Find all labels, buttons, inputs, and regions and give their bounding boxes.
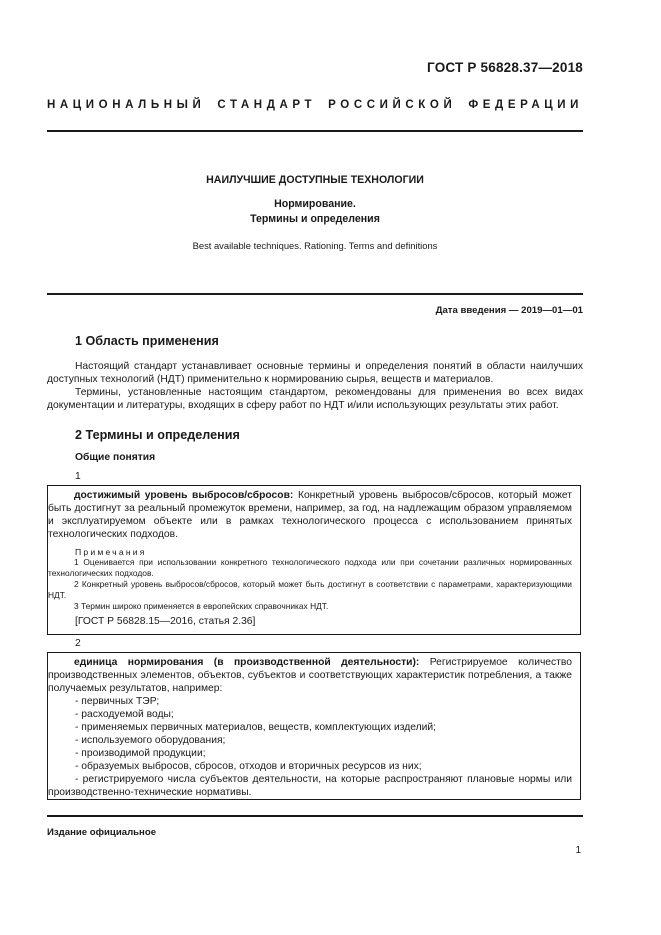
term-1-reference: [ГОСТ Р 56828.15—2016, статья 2.36] bbox=[75, 616, 256, 627]
list-item: - производимой продукции; bbox=[75, 748, 206, 759]
list-item: - применяемых первичных материалов, веществ, комплектующих изделий; bbox=[75, 722, 437, 733]
introduction-date: Дата введения — 2019—01—01 bbox=[435, 305, 583, 316]
list-item: - образуемых выбросов, сбросов, отходов и вторичных ресурсов из них; bbox=[75, 761, 422, 772]
official-edition-label: Издание официальное bbox=[47, 827, 157, 838]
document-subtitle-1: Нормирование. bbox=[274, 198, 356, 210]
section-1-paragraph-2: Термины, установленные настоящим стандартом, рекомендованы для применения во всех видах документации и литературы, входящих в сферу работ по НДТ и/или использующих результаты этих работ. bbox=[47, 387, 583, 411]
term-2-box bbox=[47, 652, 581, 800]
note-2: 2 Конкретный уровень выбросов/сбросов, который может быть достигнут в соответствии с параметрами, характеризующими НДТ. bbox=[48, 579, 572, 600]
page-number: 1 bbox=[575, 845, 581, 856]
term-2-number: 2 bbox=[75, 638, 81, 649]
section-1-heading: 1 Область применения bbox=[75, 334, 219, 348]
document-title: НАИЛУЧШИЕ ДОСТУПНЫЕ ТЕХНОЛОГИИ bbox=[206, 174, 424, 186]
list-item: - первичных ТЭР; bbox=[75, 696, 160, 707]
english-title: Best available techniques. Rationing. Terms and definitions bbox=[192, 240, 438, 251]
footer-rule bbox=[47, 815, 583, 817]
general-concepts-heading: Общие понятия bbox=[75, 452, 156, 463]
term-1-title: достижимый уровень выбросов/сбросов: bbox=[74, 490, 294, 501]
term-2-title: единица нормирования (в производственной деятельности): bbox=[74, 657, 420, 668]
list-item: - используемого оборудования; bbox=[75, 735, 226, 746]
list-item-last: - регистрируемого числа субъектов деятельности, на которые распространяют плановые нормы или производственно-технические нормативы. bbox=[48, 774, 572, 798]
note-1: 1 Оценивается при использовании конкретного технологического подхода или при сочетании различных нормированных технологических подходов. bbox=[48, 557, 572, 578]
note-3: 3 Термин широко применяется в европейских справочниках НДТ. bbox=[74, 601, 329, 611]
term-1-text: Конкретный уровень выбросов/сбросов, который может быть достигнут за реальный промежуток времени, например, за год, на надлежащим образом управляемом и эксплуатируемом объекте или в рамках технологического процесса с использованием принятых технологических подходов. bbox=[48, 490, 572, 540]
section-1-paragraph-1: Настоящий стандарт устанавливает основные термины и определения понятий в области наилучших доступных технологий (НДТ) применительно к нормированию сырья, веществ и материалов. bbox=[47, 361, 583, 385]
list-item: - расходуемой воды; bbox=[75, 709, 174, 720]
term-1-definition bbox=[48, 489, 572, 541]
notes-heading: Примечания bbox=[75, 547, 147, 557]
term-2-text: Регистрируемое количество производственных элементов, объектов, субъектов и соответствующих характеристик потребления, а также получаемых результатов, например: bbox=[48, 657, 572, 694]
term-2-definition bbox=[48, 656, 572, 695]
standard-number: ГОСТ Р 56828.37—2018 bbox=[427, 60, 583, 75]
header-rule bbox=[47, 130, 583, 132]
term-1-number: 1 bbox=[75, 471, 81, 482]
national-standard-banner: НАЦИОНАЛЬНЫЙ СТАНДАРТ РОССИЙСКОЙ ФЕДЕРАЦИИ bbox=[47, 99, 583, 111]
term-1-box bbox=[47, 485, 581, 635]
document-subtitle-2: Термины и определения bbox=[250, 213, 380, 225]
title-rule bbox=[47, 293, 583, 295]
section-2-heading: 2 Термины и определения bbox=[75, 428, 240, 442]
